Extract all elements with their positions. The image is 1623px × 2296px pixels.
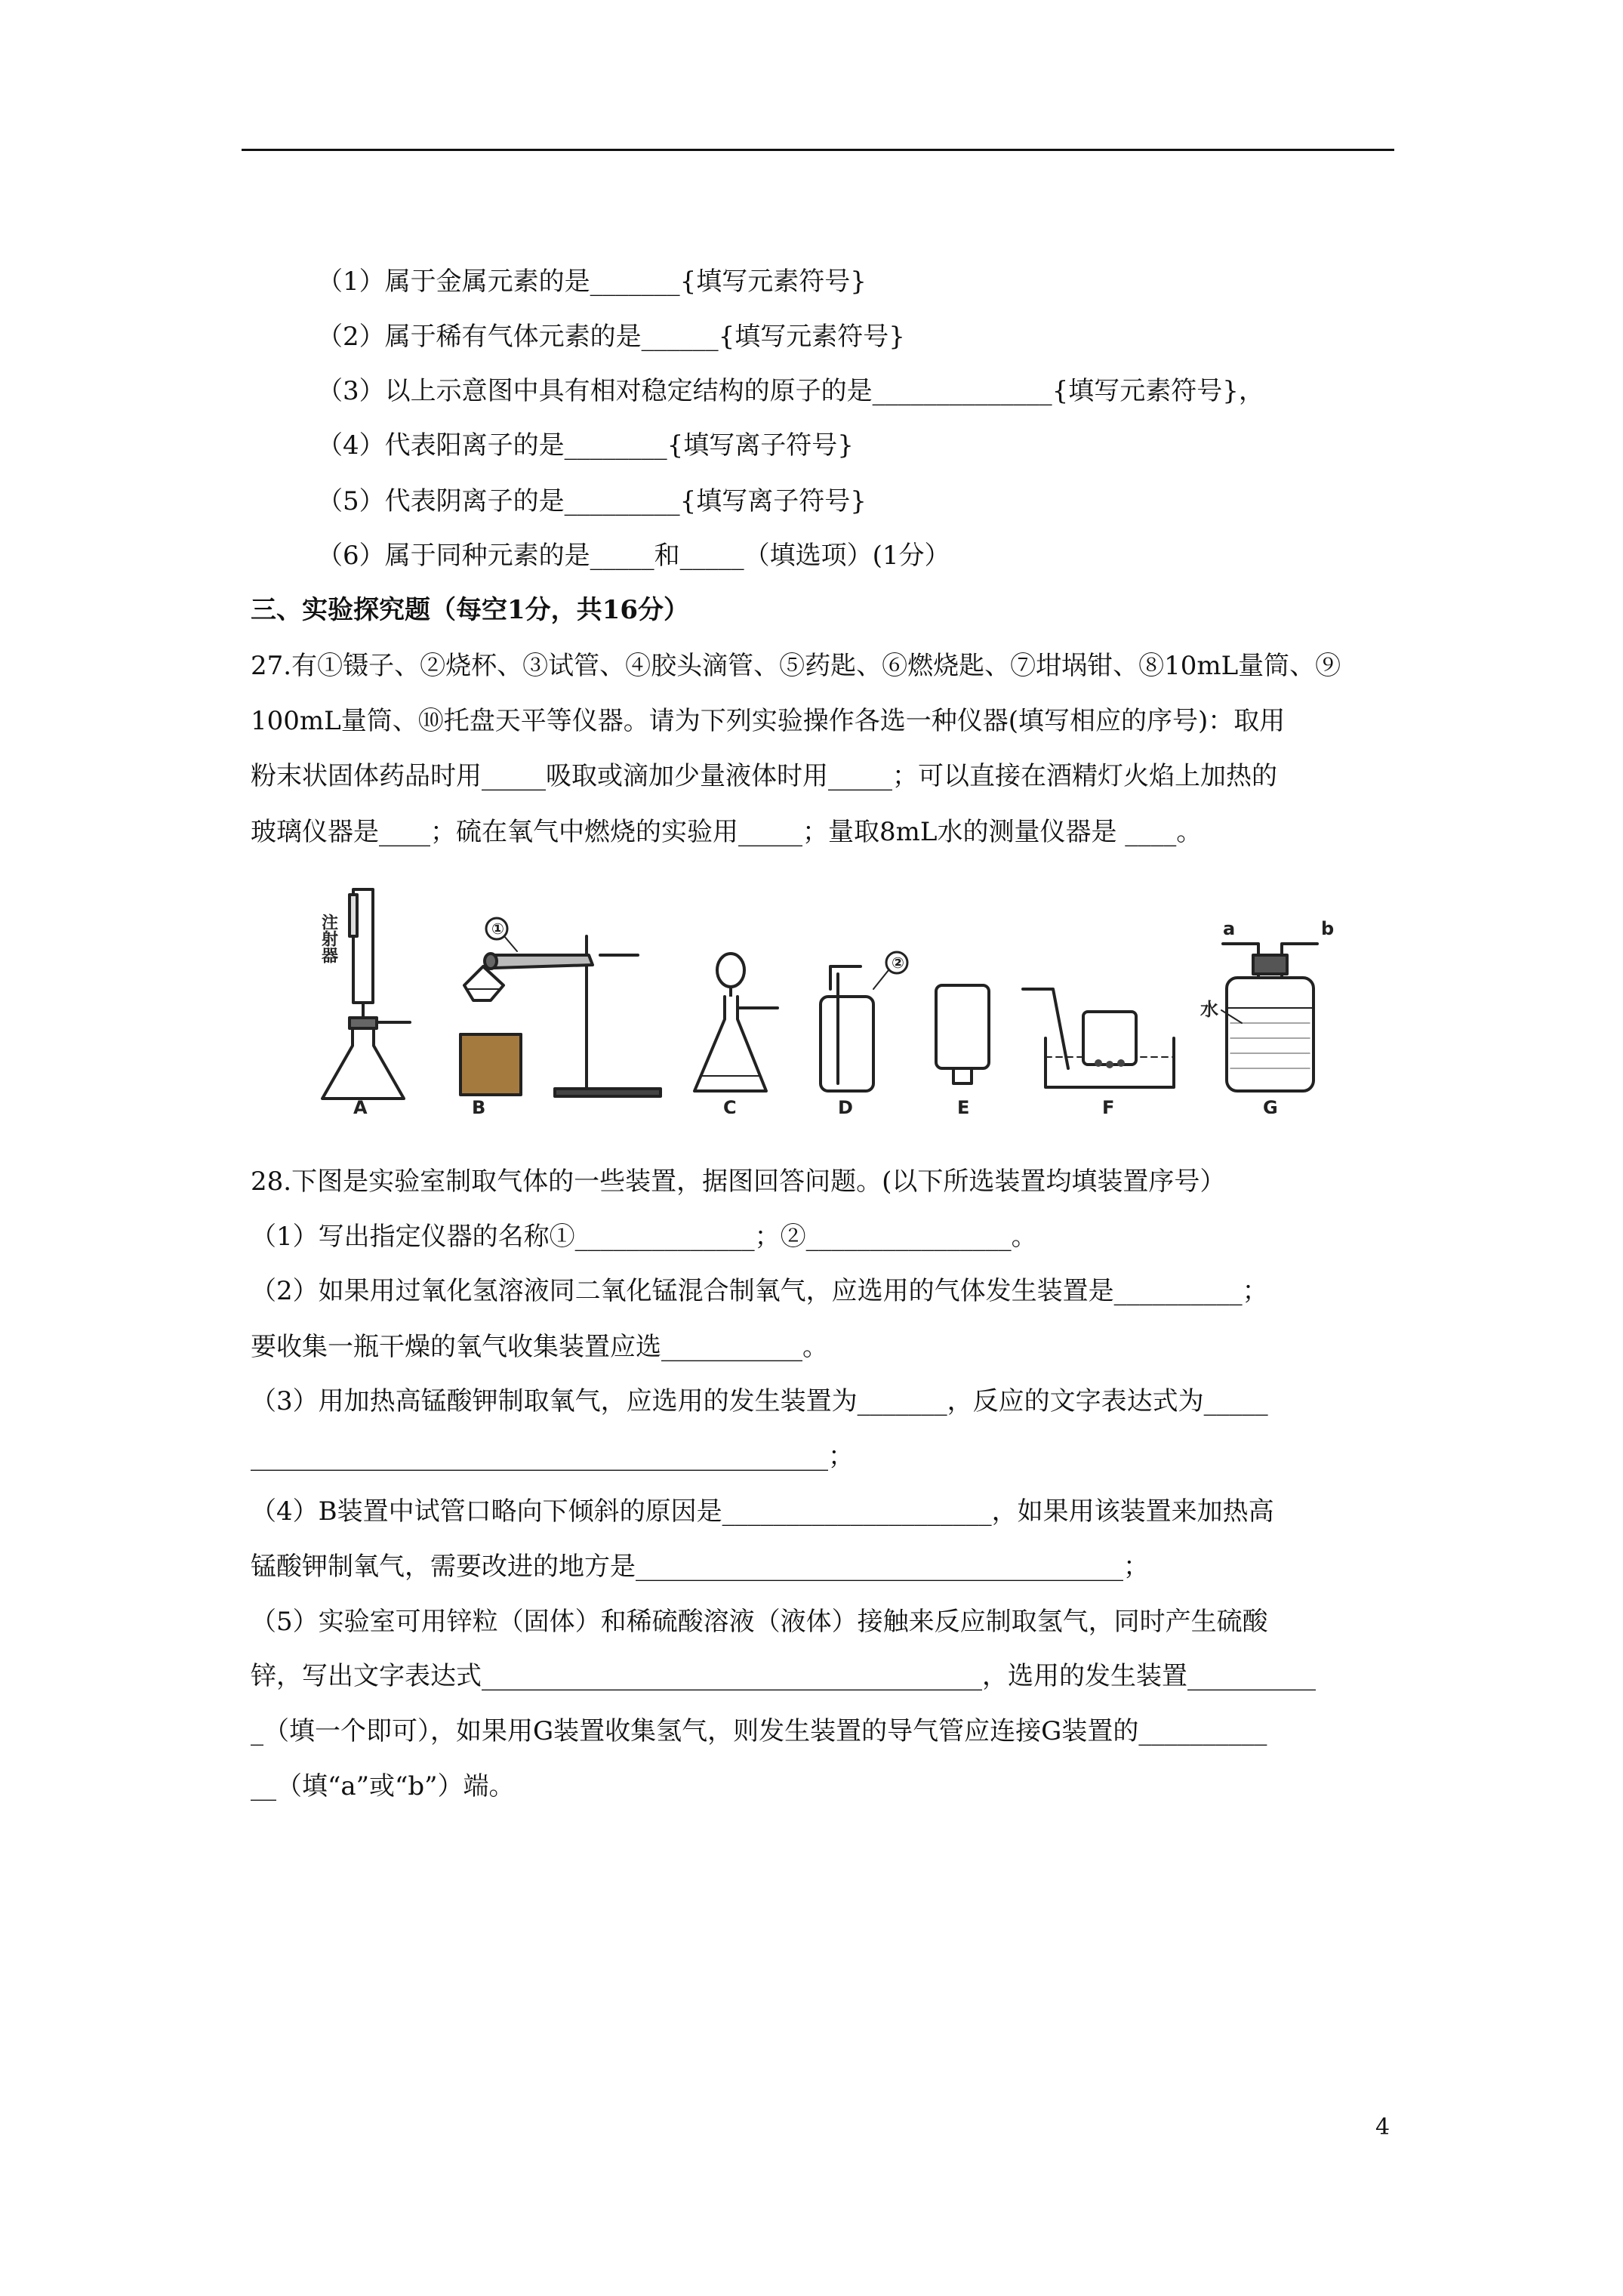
q28-line-4: 要收集一瓶干燥的氧气收集装置应选___________。 — [251, 1332, 828, 1362]
q28-line-6: _____________________________________________； — [251, 1441, 854, 1472]
water-label: 水 — [1200, 999, 1218, 1020]
apparatus-d — [821, 952, 907, 1114]
q28-line-11: _（填一个即可），如果用G装置收集氢气，则发生装置的导气管应连接G装置的__________ — [251, 1716, 1267, 1746]
marker-1: ① — [491, 920, 504, 938]
section-3-title: 三、实验探究题（每空1分，共16分） — [251, 595, 689, 625]
marker-2: ② — [892, 954, 904, 972]
q26-item-3: （3）以上示意图中具有相对稳定结构的原子的是______________{填写元素符号}， — [317, 376, 1264, 406]
q28-line-8: 锰酸钾制氧气，需要改进的地方是______________________________________； — [251, 1552, 1149, 1582]
label-f: F — [1102, 1097, 1115, 1114]
apparatus-figure — [306, 883, 1354, 1114]
q28-line-3: （2）如果用过氧化氢溶液同二氧化锰混合制氧气，应选用的气体发生装置是__________； — [251, 1276, 1268, 1306]
label-d: D — [838, 1097, 853, 1114]
q26-item-4: （4）代表阳离子的是________{填写离子符号} — [317, 430, 854, 461]
apparatus-c — [694, 954, 778, 1114]
label-c: C — [723, 1097, 737, 1114]
port-b-label: b — [1321, 918, 1335, 939]
q28-line-5: （3）用加热高锰酸钾制取氧气，应选用的发生装置为_______，反应的文字表达式为_____ — [251, 1386, 1268, 1416]
q26-item-1: （1）属于金属元素的是_______{填写元素符号} — [317, 267, 867, 297]
q27-line-3: 粉末状固体药品时用_____吸取或滴加少量液体时用_____；可以直接在酒精灯火焰上加热的 — [251, 761, 1277, 791]
apparatus-b — [460, 918, 661, 1114]
q26-item-2: （2）属于稀有气体元素的是______{填写元素符号} — [317, 322, 905, 352]
label-b: B — [472, 1097, 486, 1114]
q28-line-1: 28.下图是实验室制取气体的一些装置，据图回答问题。(以下所选装置均填装置序号） — [251, 1166, 1226, 1197]
port-a-label: a — [1223, 918, 1236, 939]
label-g: G — [1263, 1097, 1278, 1114]
q26-item-5: （5）代表阴离子的是_________{填写离子符号} — [317, 486, 867, 516]
q26-item-6: （6）属于同种元素的是_____和_____（填选项）(1分） — [317, 541, 950, 571]
q28-line-10: 锌，写出文字表达式_______________________________________，选用的发生装置__________ — [251, 1661, 1316, 1691]
q27-line-2: 100mL量筒、⑩托盘天平等仪器。请为下列实验操作各选一种仪器(填写相应的序号)：取用 — [251, 706, 1286, 736]
apparatus-f — [1023, 989, 1174, 1114]
header-rule — [242, 149, 1394, 151]
syringe-label: 注射器 — [319, 914, 338, 963]
q28-line-12: __（填“a”或“b”）端。 — [251, 1771, 515, 1801]
apparatus-a — [319, 889, 411, 1114]
label-a: A — [353, 1097, 368, 1114]
apparatus-e — [936, 985, 989, 1114]
q28-line-9: （5）实验室可用锌粒（固体）和稀硫酸溶液（液体）接触来反应制取氢气，同时产生硫酸 — [251, 1607, 1268, 1637]
page-number: 4 — [1375, 2114, 1390, 2140]
q28-line-7: （4）B装置中试管口略向下倾斜的原因是_____________________，如果用该装置来加热高 — [251, 1496, 1274, 1527]
q27-line-1: 27.有①镊子、②烧杯、③试管、④胶头滴管、⑤药匙、⑥燃烧匙、⑦坩埚钳、⑧10mL量筒、⑨ — [251, 651, 1341, 681]
apparatus-g — [1200, 918, 1334, 1114]
q27-line-4: 玻璃仪器是____；硫在氧气中燃烧的实验用_____；量取8mL水的测量仪器是 ____。 — [251, 817, 1203, 847]
q28-line-2: （1）写出指定仪器的名称①______________；②________________。 — [251, 1222, 1037, 1252]
label-e: E — [957, 1097, 970, 1114]
